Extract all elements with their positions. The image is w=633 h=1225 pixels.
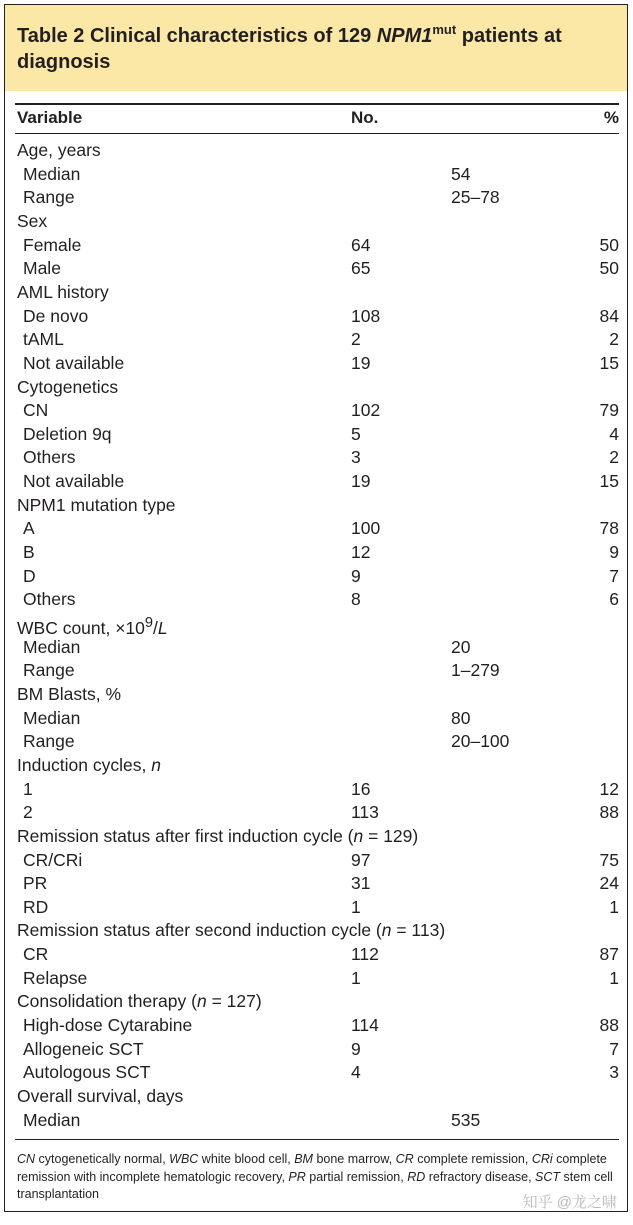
- row-label: Allogeneic SCT: [23, 1038, 144, 1059]
- row-label: De novo: [23, 305, 89, 326]
- row-label: CN: [23, 400, 49, 421]
- row-label: BM Blasts, %: [17, 683, 122, 704]
- table-row: [5, 186, 627, 210]
- row-summary-value: 80: [451, 707, 471, 728]
- row-label: 2: [23, 802, 33, 823]
- row-count: 31: [351, 873, 371, 894]
- row-percent: 50: [599, 234, 619, 255]
- header-top-rule: [15, 103, 619, 105]
- table-row: [5, 446, 627, 470]
- row-count: 97: [351, 849, 371, 870]
- row-count: 3: [351, 447, 361, 468]
- row-percent: 2: [609, 329, 619, 350]
- table-row: [5, 399, 627, 423]
- row-label: Range: [23, 660, 75, 681]
- row-count: 19: [351, 352, 371, 373]
- row-label: Relapse: [23, 967, 88, 988]
- table-row: [5, 1061, 627, 1085]
- table-row: [5, 849, 627, 873]
- row-count: 100: [351, 518, 381, 539]
- watermark: 知乎 @龙之啸: [522, 1194, 617, 1211]
- title-band: [5, 5, 627, 91]
- table-row: [5, 257, 627, 281]
- row-label: WBC count, $\times 10^9/L$: [17, 615, 168, 638]
- row-label: AML history: [17, 281, 109, 302]
- table-row: [5, 163, 627, 187]
- row-label: Deletion 9q: [23, 423, 112, 444]
- row-count: 65: [351, 258, 371, 279]
- row-count: 113: [351, 802, 379, 823]
- row-percent: 2: [609, 447, 619, 468]
- row-percent: 79: [599, 400, 619, 421]
- row-count: 114: [351, 1015, 379, 1036]
- row-percent: 1: [609, 896, 619, 917]
- row-count: 9: [351, 565, 361, 586]
- row-label: PR: [23, 873, 48, 894]
- table-row: [5, 565, 627, 589]
- row-label: Median: [23, 1109, 81, 1130]
- table-row: [5, 470, 627, 494]
- row-label: Median: [23, 636, 81, 657]
- row-percent: 87: [599, 944, 619, 965]
- row-percent: 50: [599, 258, 619, 279]
- row-label: Consolidation therapy (n = 127): [17, 991, 262, 1012]
- category-row: [5, 683, 627, 707]
- row-label: tAML: [23, 329, 64, 350]
- row-count: 8: [351, 589, 361, 610]
- row-label: Not available: [23, 471, 125, 492]
- table-row: [5, 1014, 627, 1038]
- category-row: [5, 919, 627, 943]
- row-label: CR: [23, 944, 49, 965]
- row-label: RD: [23, 896, 49, 917]
- row-percent: 6: [609, 589, 619, 610]
- category-row: [5, 494, 627, 518]
- header-no: No.: [351, 108, 379, 127]
- table-row: [5, 778, 627, 802]
- row-summary-value: 20–100: [451, 731, 510, 752]
- row-count: 16: [351, 778, 371, 799]
- row-percent: 75: [599, 849, 619, 870]
- category-row: [5, 210, 627, 234]
- row-percent: 15: [599, 352, 619, 373]
- row-label: Range: [23, 187, 75, 208]
- table-footnote: CN cytogenetically normal, WBC white blood cell, BM bone marrow, CR complete remission, CRi complete remission with incomplete hematologic recovery, PR partial remission, RD refractory disease, SCT stem cell transplantation: [17, 1152, 613, 1201]
- row-label: Overall survival, days: [17, 1086, 184, 1106]
- table-row: [5, 588, 627, 612]
- table-row: [5, 943, 627, 967]
- table-row: [5, 541, 627, 565]
- category-row: [5, 281, 627, 305]
- row-summary-value: 25–78: [451, 187, 500, 208]
- row-label: A: [23, 518, 35, 539]
- row-percent: 12: [599, 778, 619, 799]
- row-count: 1: [351, 896, 361, 917]
- row-percent: 15: [599, 471, 619, 492]
- row-percent: 3: [609, 1062, 619, 1083]
- row-count: 102: [351, 400, 381, 421]
- row-summary-value: 535: [451, 1109, 481, 1130]
- table-row: [5, 967, 627, 991]
- row-count: 112: [351, 944, 379, 965]
- row-label: Sex: [17, 210, 48, 231]
- table-row: [5, 872, 627, 896]
- row-count: 9: [351, 1038, 361, 1059]
- row-label: D: [23, 565, 36, 586]
- row-percent: 84: [599, 305, 619, 326]
- row-percent: 88: [599, 802, 619, 823]
- row-percent: 7: [609, 565, 619, 586]
- row-label: Median: [23, 707, 81, 728]
- row-percent: 9: [609, 542, 619, 563]
- table-row: [5, 896, 627, 920]
- table-row: [5, 1038, 627, 1062]
- row-label: CR/CRi: [23, 849, 83, 870]
- table-row: [5, 659, 627, 683]
- row-percent: 4: [609, 423, 619, 444]
- row-percent: 78: [599, 518, 619, 539]
- row-label: Median: [23, 163, 81, 184]
- row-label: Cytogenetics: [17, 376, 119, 397]
- row-count: 2: [351, 329, 361, 350]
- row-label: Induction cycles, n: [17, 754, 161, 775]
- row-label: Age, years: [17, 140, 101, 160]
- row-percent: 7: [609, 1038, 619, 1059]
- row-label: Male: [23, 258, 61, 279]
- table-row: [5, 636, 627, 660]
- row-label: Range: [23, 731, 75, 752]
- table-row: [5, 1109, 627, 1133]
- row-count: 64: [351, 234, 371, 255]
- row-label: B: [23, 542, 35, 563]
- row-label: Remission status after first induction cycle (n = 129): [17, 825, 419, 846]
- category-row: [5, 754, 627, 778]
- row-count: 19: [351, 471, 371, 492]
- table-row: [5, 305, 627, 329]
- row-percent: 88: [599, 1015, 619, 1036]
- row-label: NPM1 mutation type: [17, 494, 176, 515]
- table-row: [5, 328, 627, 352]
- category-row: [5, 825, 627, 849]
- row-count: 108: [351, 305, 381, 326]
- table-frame: [4, 4, 628, 1212]
- header-pct: %: [603, 108, 619, 127]
- table-bottom-rule: [15, 1139, 619, 1140]
- row-label: Others: [23, 589, 76, 610]
- table-row: [5, 707, 627, 731]
- category-row: [5, 376, 627, 400]
- table-row: [5, 234, 627, 258]
- row-count: 12: [351, 542, 371, 563]
- row-label: Autologous SCT: [23, 1062, 151, 1083]
- table-row: [5, 352, 627, 376]
- row-label: Others: [23, 447, 76, 468]
- table-title: Table 2 Clinical characteristics of 129 $NPM1^{mut}$ patients at diagnosis: [17, 22, 562, 73]
- header-bottom-rule: [15, 133, 619, 134]
- category-row: [5, 1085, 627, 1109]
- row-summary-value: 54: [451, 163, 471, 184]
- table-row: [5, 423, 627, 447]
- row-label: Remission status after second induction cycle (n = 113): [17, 920, 446, 941]
- row-label: Not available: [23, 352, 125, 373]
- category-row: [5, 612, 627, 636]
- category-row: [5, 990, 627, 1014]
- header-variable: Variable: [17, 108, 83, 127]
- row-count: 4: [351, 1062, 361, 1083]
- row-label: Female: [23, 234, 82, 255]
- row-percent: 24: [599, 873, 619, 894]
- row-label: 1: [23, 778, 33, 799]
- row-count: 5: [351, 423, 361, 444]
- table-row: [5, 517, 627, 541]
- row-summary-value: 20: [451, 636, 471, 657]
- row-percent: 1: [609, 967, 619, 988]
- row-count: 1: [351, 967, 361, 988]
- table-row: [5, 730, 627, 754]
- row-label: High-dose Cytarabine: [23, 1015, 193, 1036]
- row-summary-value: 1–279: [451, 660, 500, 681]
- category-row: [5, 139, 627, 163]
- table-row: [5, 801, 627, 825]
